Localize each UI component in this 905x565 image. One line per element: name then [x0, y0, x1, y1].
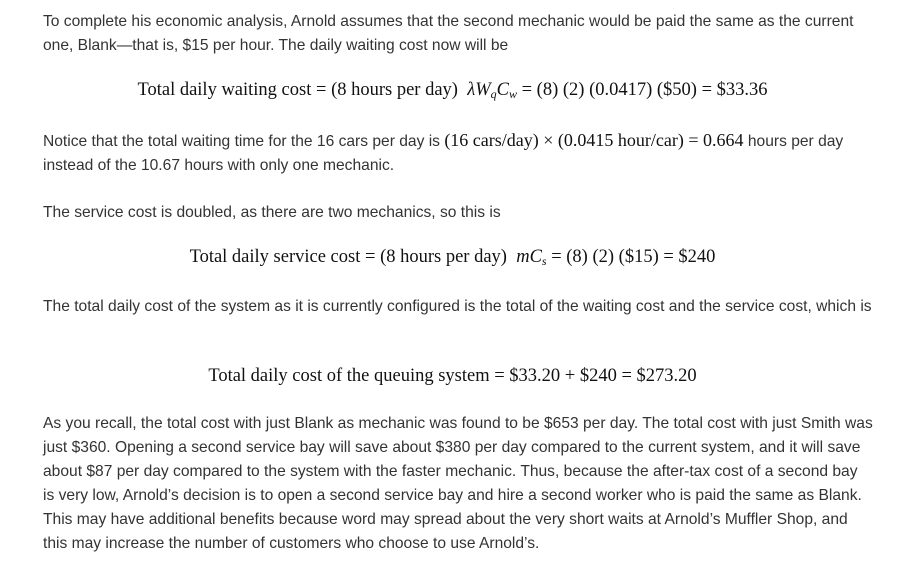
equation-waiting-rhs: = (8) (2) (0.0417) ($50) = $33.36 [521, 80, 768, 100]
equation-service-lhs: (8 hours per day) [380, 247, 507, 267]
equation-service-symbols: $mC_s$ [516, 247, 547, 268]
paragraph-intro: To complete his economic analysis, Arnold assumes that the second mechanic would be paid the same as the current one, Blank—that is, $15 per hour. The daily waiting cost now will be [43, 13, 854, 54]
equation-waiting-lhs: (8 hours per day) [331, 80, 458, 100]
paragraph-service-cost: The service cost is doubled, as there are two mechanics, so this is [43, 204, 501, 221]
equation-service-rhs: = (8) (2) ($15) = $240 [551, 247, 716, 267]
equation-total-label: Total daily cost of the queuing system [208, 366, 490, 386]
equation-service-label: Total daily service cost [189, 247, 361, 267]
equation-total-cost [0, 366, 905, 387]
paragraph-waiting-time [43, 128, 873, 178]
equation-waiting-cost: Total daily waiting cost = (8 hours per day) $\lambda W_qC_w = (8)$ (2) (0.0417) ($50) = $33.36 [137, 80, 768, 101]
paragraph-conclusion: As you recall, the total cost with just Blank as mechanic was found to be $653 per day. The total cost with just Smith was just $360. Opening a second service bay will save about $380 per day compared to the current system, and it will save about $87 per day compared to the system with the faster mechanic. Thus, because the after-tax cost of a second bay is very low, Arnold’s decision is to open a second service bay and hire a second worker who is paid the same as Blank. This may have additional benefits because word may spread about the very short waits at Arnold’s Muffler Shop, and this may increase the number of customers who choose to use Arnold’s. [43, 415, 873, 552]
paragraph-waiting-time-after: hours per day instead of the 10.67 hours with only one mechanic. [43, 133, 844, 174]
paragraph-waiting-time-before: Notice that the total waiting time for the 16 cars per day is [43, 133, 445, 150]
equation-service-cost: Total daily service cost = (8 hours per day) $mC_s = (8)$ (2) ($15) = $240 [189, 247, 716, 268]
equation-waiting-symbols: $\lambda W_qC_w$ [467, 80, 517, 101]
equation-waiting-label: Total daily waiting cost [137, 80, 312, 100]
inline-math-waiting-time: (16 cars/day) × (0.0415 hour/car) = 0.664 [444, 130, 744, 150]
equation-total-rhs: = $33.20 + $240 = $273.20 [494, 366, 697, 386]
paragraph-total-cost: The total daily cost of the system as it is currently configured is the total of the waiting cost and the service cost, which is [43, 298, 872, 315]
